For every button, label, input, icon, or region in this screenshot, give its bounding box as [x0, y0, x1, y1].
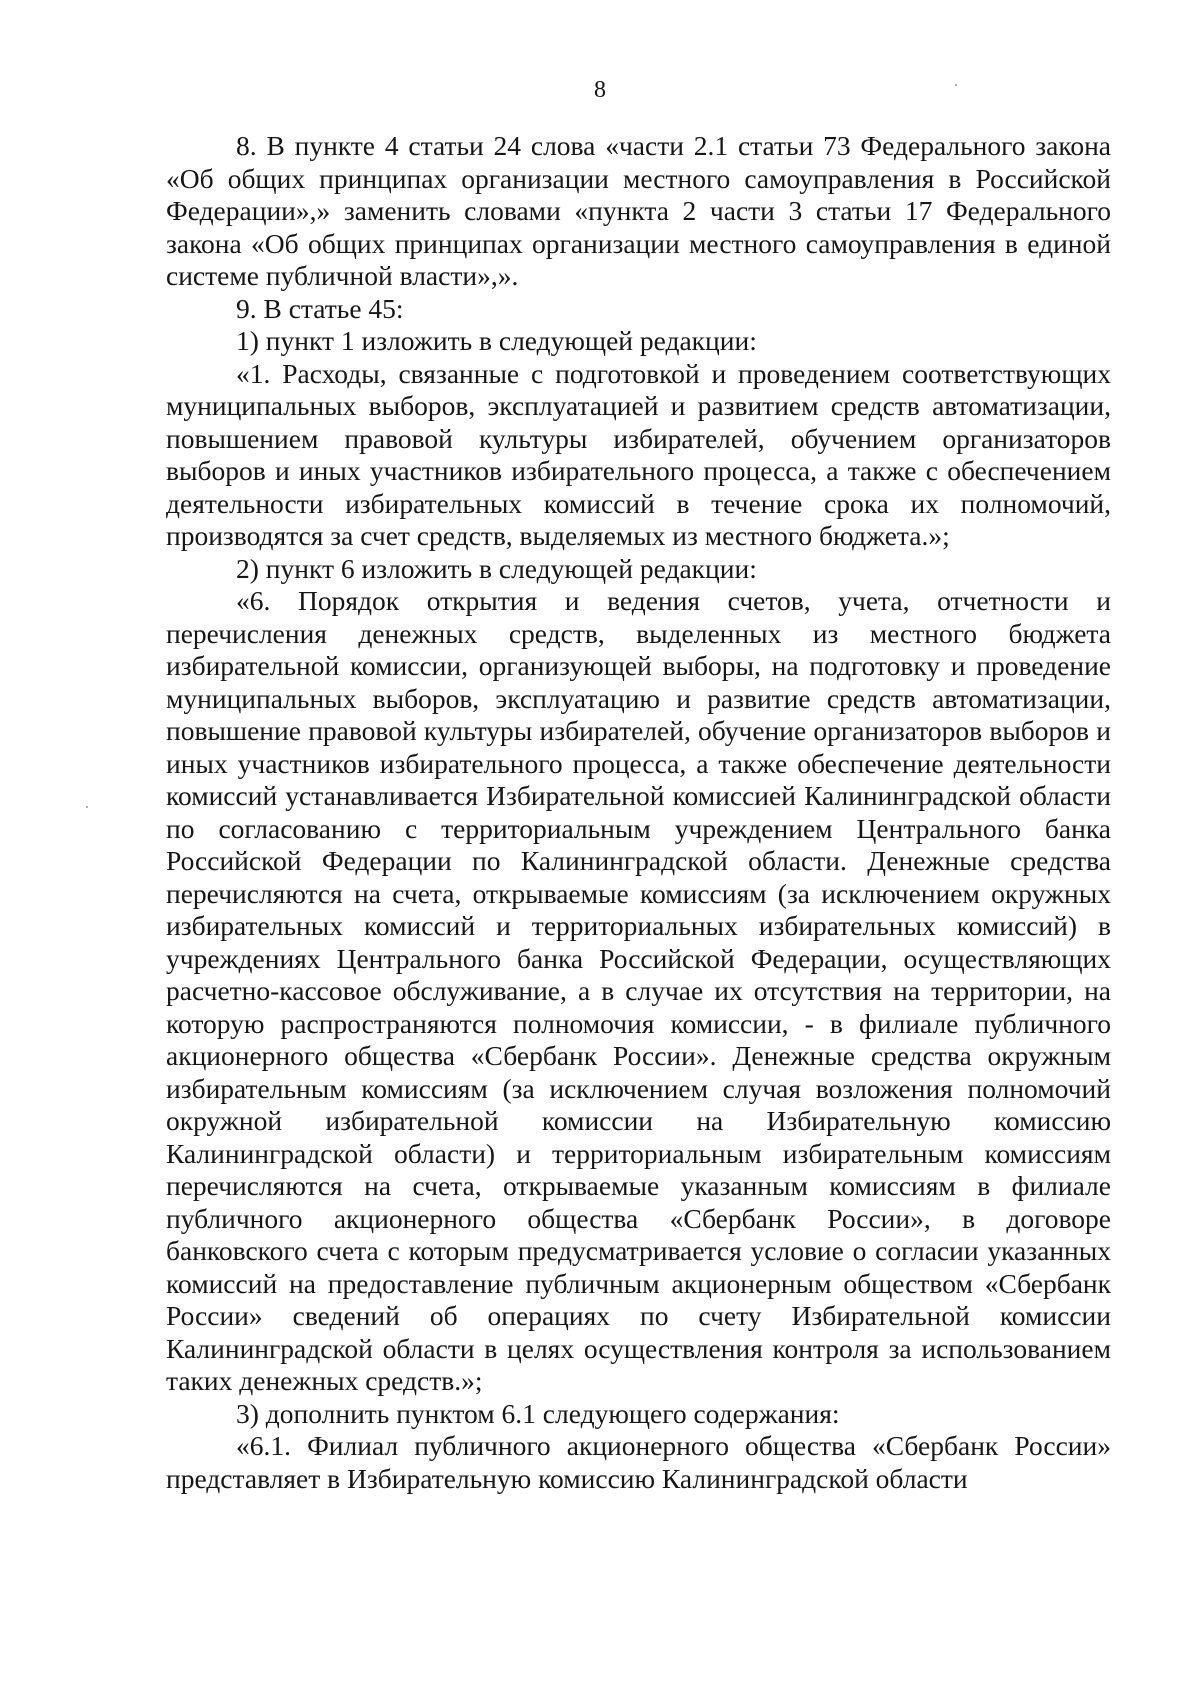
scan-speck — [955, 84, 957, 86]
clause-1-text: «1. Расходы, связанные с подготовкой и проведением соответствующих муниципальных выборов, эксплуатацией и развитием средств автоматизации, повышением правовой культуры избирателей, обучением организаторов выборов и иных участников избирательного процесса, а также с обеспечением деятельности избирательных комиссий в течение срока их полномочий, производятся за счет средств, выделяемых из местного бюджета.»; — [166, 357, 1111, 551]
subitem-1-heading: 1) пункт 1 изложить в следующей редакции: — [236, 325, 757, 356]
page-number: 8 — [594, 77, 606, 103]
clause-6-1-text: «6.1. Филиал публичного акционерного общества «Сбербанк России» представляет в Избирательную комиссию Калининградской области — [166, 1430, 1111, 1494]
subitem-3-heading: 3) дополнить пунктом 6.1 следующего содержания: — [236, 1397, 840, 1429]
paragraph-9-heading: 9. В статье 45: — [236, 292, 404, 324]
subitem-2-heading: 2) пункт 6 изложить в следующей редакции: — [236, 552, 757, 584]
scan-speck — [86, 806, 88, 808]
clause-6-text: «6. Порядок открытия и ведения счетов, учета, отчетности и перечисления денежных средств, выделенных из местного бюджета избирательной комиссии, организующей выборы, на подготовку и проведение муниципальных выборов, эксплуатацию и развитие средств автоматизации, повышение правовой культуры избирателей, обучение организаторов выборов и иных участников избирательного процесса, а также обеспечение деятельности комиссий устанавливается Избирательной комиссией Калининградской области по согласованию с территориальным учреждением Центрального банка Российской Федерации по Калининградской области. Денежные средства перечисляются на счета, открываемые комиссиям (за исключением окружных избирательных комиссий и территориальных избирательных комиссий) в учреждениях Центрального банка Российской Федерации, осуществляющих расчетно-кассовое обслуживание, а в случае их отсутствия на территории, на которую распространяются полномочия комиссии, - в филиале публичного акционерного общества «Сбербанк России». Денежные средства окружным избирательным комиссиям (за исключением случая возложения полномочий окружной избирательной комиссии на Избирательную комиссию Калининградской области) и территориальным избирательным комиссиям перечисляются на счета, открываемые указанным комиссиям в филиале публичного акционерного общества «Сбербанк России», в договоре банковского счета с которым предусматривается условие о согласии указанных комиссий на предоставление публичным акционерным обществом «Сбербанк России» сведений об операциях по счету Избирательной комиссии Калининградской области в целях осуществления контроля за использованием таких денежных средств.»; — [166, 585, 1111, 1396]
paragraph-8-amendment: 8. В пункте 4 статьи 24 слова «части 2.1 статьи 73 Федерального закона «Об общих принципах организации местного самоуправления в Российской Федерации»,» заменить словами «пункта 2 части 3 статьи 17 Федерального закона «Об общих принципах организации местного самоуправления в единой системе публичной власти»,». — [166, 130, 1111, 291]
document-body — [166, 130, 1111, 1495]
